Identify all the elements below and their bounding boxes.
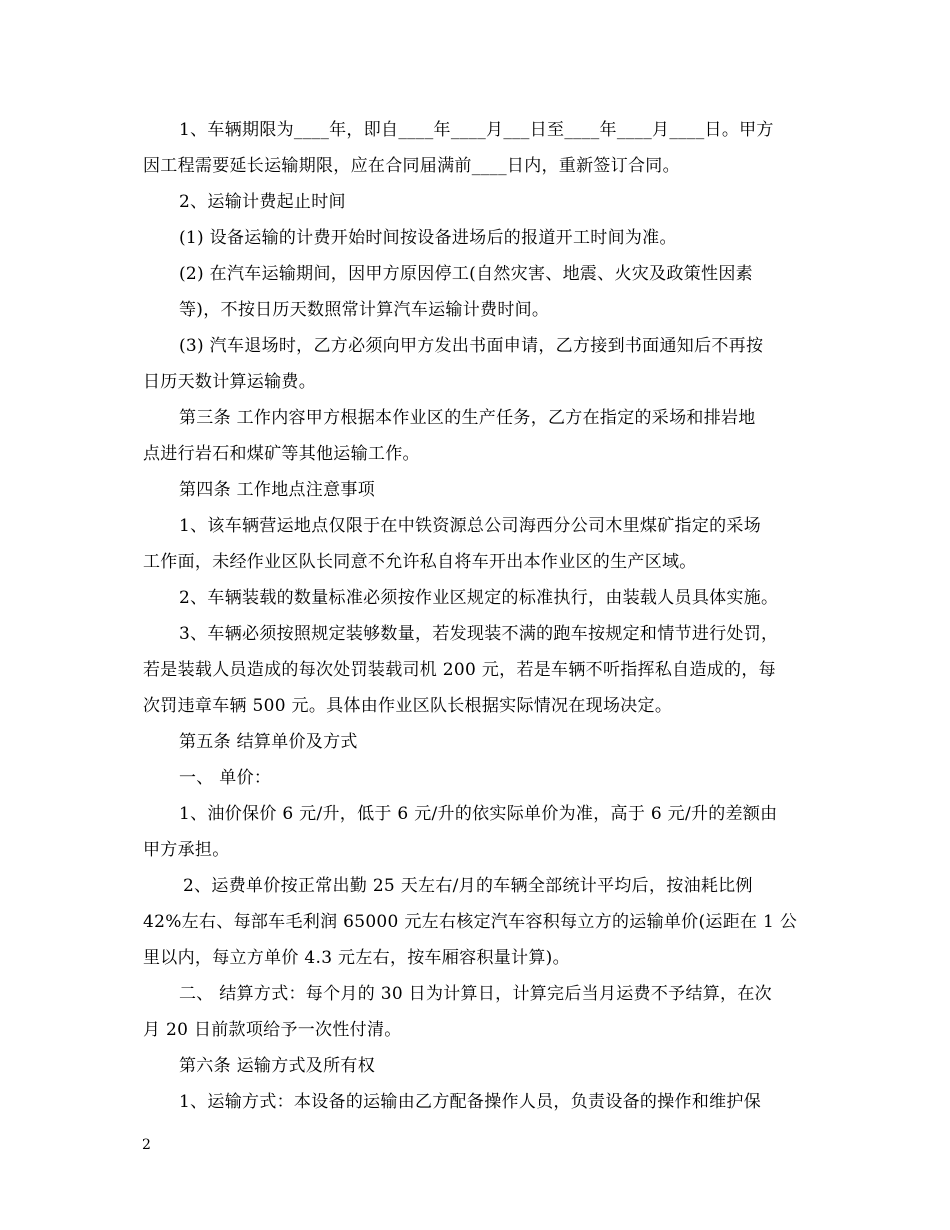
text-line: 1、该车辆营运地点仅限于在中铁资源总公司海西分公司木里煤矿指定的采场: [179, 516, 762, 536]
text-line: 工作面，未经作业区队长同意不允许私自将车开出本作业区的生产区域。: [143, 552, 697, 572]
text-line: (3) 汽车退场时，乙方必须向甲方发出书面申请，乙方接到书面通知后不再按: [179, 336, 764, 356]
section-heading: 第五条 结算单价及方式: [179, 732, 358, 752]
text-line: 2、运费单价按正常出勤 25 天左右/月的车辆全部统计平均后，按油耗比例: [183, 876, 753, 896]
text-line: 二、 结算方式：每个月的 30 日为计算日，计算完后当月运费不予结算，在次: [179, 984, 772, 1004]
page-number: 2: [142, 1137, 151, 1153]
text-line: (1) 设备运输的计费开始时间按设备进场后的报道开工时间为准。: [179, 228, 677, 248]
text-line: 等)，不按日历天数照常计算汽车运输计费时间。: [179, 300, 550, 320]
document-body: [143, 112, 815, 1120]
text-line: 甲方承担。: [143, 840, 230, 860]
text-line: 一、 单价：: [179, 768, 272, 788]
text-line: 因工程需要延长运输期限，应在合同届满前____日内，重新签订合同。: [143, 156, 680, 176]
text-line: 1、车辆期限为____年，即自____年____月___日至____年____月____日。甲方: [179, 120, 774, 140]
text-line: 3、车辆必须按照规定装够数量，若发现装不满的跑车按规定和情节进行处罚，: [179, 624, 779, 644]
text-line: 月 20 日前款项给予一次性付清。: [143, 1020, 402, 1040]
text-line: 第三条 工作内容甲方根据本作业区的生产任务，乙方在指定的采场和排岩地: [179, 408, 756, 428]
text-line: 日历天数计算运输费。: [143, 372, 316, 392]
text-line: 2、运输计费起止时间: [179, 192, 346, 212]
text-line: 若是装载人员造成的每次处罚装载司机 200 元，若是车辆不听指挥私自造成的，每: [143, 660, 776, 680]
text-line: (2) 在汽车运输期间，因甲方原因停工(自然灾害、地震、火灾及政策性因素: [179, 264, 753, 284]
text-line: 里以内，每立方单价 4.3 元左右，按车厢容积量计算)。: [143, 948, 570, 968]
text-line: 1、运输方式：本设备的运输由乙方配备操作人员，负责设备的操作和维护保: [179, 1092, 762, 1112]
text-line: 42%左右、每部车毛利润 65000 元左右核定汽车容积每立方的运输单价(运距在 1 公: [143, 912, 798, 932]
section-heading: 第六条 运输方式及所有权: [179, 1056, 376, 1076]
text-line: 2、车辆装载的数量标准必须按作业区规定的标准执行，由装载人员具体实施。: [179, 588, 779, 608]
text-line: 次罚违章车辆 500 元。具体由作业区队长根据实际情况在现场决定。: [143, 696, 673, 716]
section-heading: 第四条 工作地点注意事项: [179, 480, 376, 500]
text-line: 点进行岩石和煤矿等其他运输工作。: [143, 444, 420, 464]
text-line: 1、油价保价 6 元/升，低于 6 元/升的依实际单价为准，高于 6 元/升的差额由: [179, 804, 778, 824]
